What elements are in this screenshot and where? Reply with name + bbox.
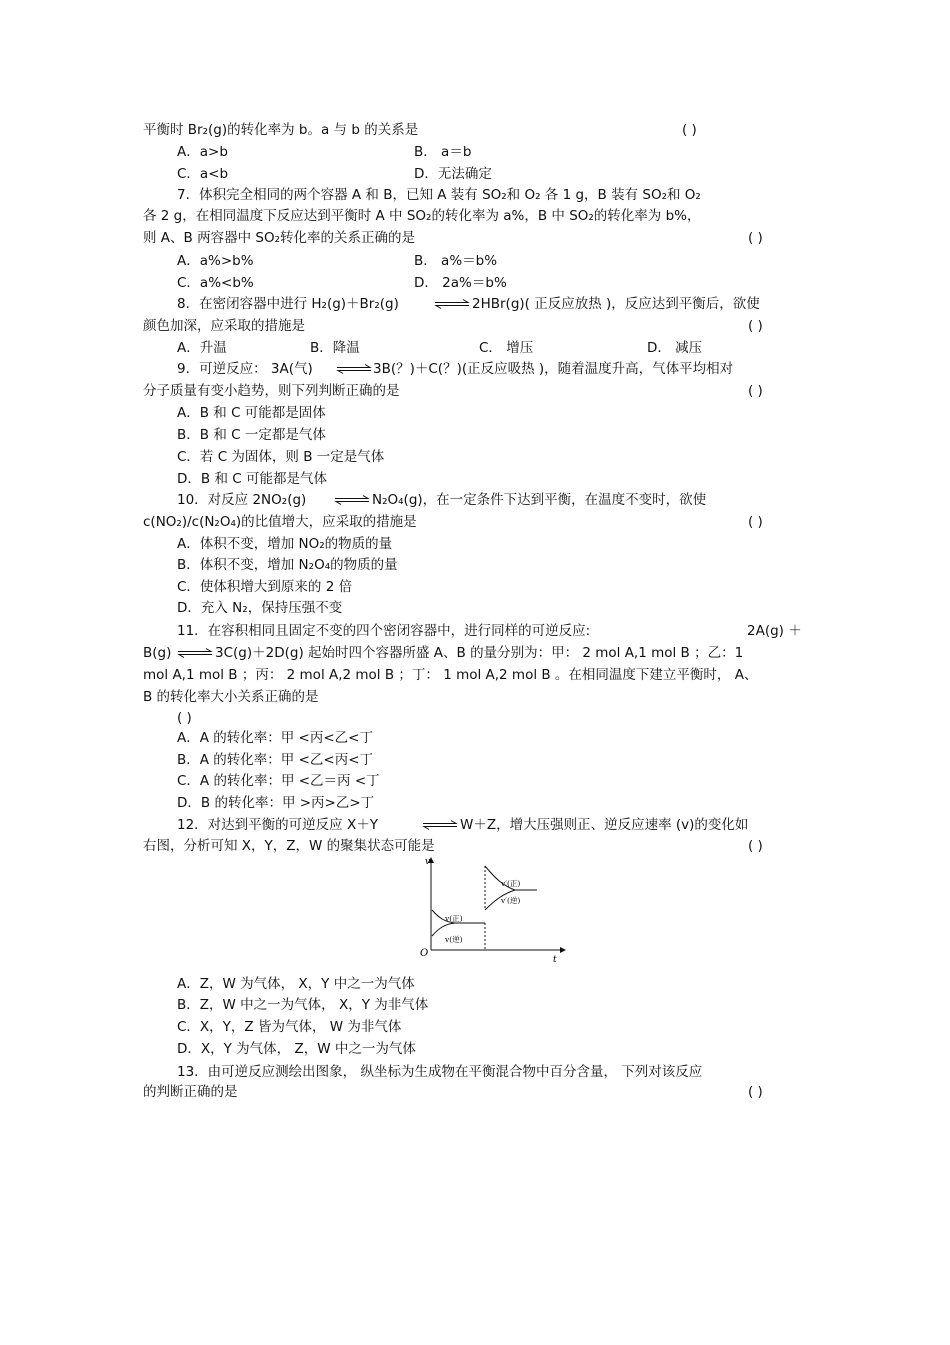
q11-option-b: B．A 的转化率：甲 <乙<丙<丁 bbox=[177, 752, 374, 768]
q8-option-d: D． 减压 bbox=[647, 340, 703, 356]
y-axis-label: v bbox=[425, 857, 431, 867]
q8-stem-part2: 2HBr(g)( 正反应放热 )，反应达到平衡后，欲使 bbox=[472, 296, 760, 312]
equilibrium-arrow-icon bbox=[334, 495, 370, 505]
q6-option-c: C．a<b bbox=[177, 166, 229, 182]
q7-answer-blank: ( ) bbox=[748, 230, 763, 246]
q6-option-b: B． a＝b bbox=[414, 144, 472, 160]
q11-option-a: A．A 的转化率：甲 <丙<乙<丁 bbox=[177, 730, 373, 746]
equilibrium-arrow-icon bbox=[177, 648, 213, 658]
q8-answer-blank: ( ) bbox=[748, 318, 763, 334]
q11-stem-line3: mol A,1 mol B ；丙： 2 mol A,2 mol B ；丁： 1 mol A,2 mol B 。在相同温度下建立平衡时， A、 bbox=[143, 667, 758, 683]
q10-stem-part2: N₂O₄(g)，在一定条件下达到平衡，在温度不变时，欲使 bbox=[372, 492, 707, 508]
q12-option-c: C．X，Y，Z 皆为气体， W 为非气体 bbox=[177, 1019, 402, 1035]
q11-option-c: C．A 的转化率：甲 <乙＝丙 <丁 bbox=[177, 773, 380, 789]
q11-stem-line4: B 的转化率大小关系正确的是 bbox=[143, 689, 319, 705]
q10-option-b: B．体积不变，增加 N₂O₄的物质的量 bbox=[177, 557, 398, 573]
x-axis-label: t bbox=[553, 955, 557, 964]
q8-option-a: A．升温 bbox=[177, 340, 227, 356]
q7-option-a: A．a%>b% bbox=[177, 253, 254, 269]
q10-stem-part1: 10．对反应 2NO₂(g) bbox=[177, 492, 307, 508]
q11-stem-line2-start: B(g) bbox=[143, 645, 172, 661]
q7-option-b: B． a%＝b% bbox=[414, 253, 498, 269]
equilibrium-arrow-icon bbox=[434, 299, 470, 309]
q9-stem-part2: 3B(？)＋C(？)(正反应吸热 )，随着温度升高，气体平均相对 bbox=[373, 361, 734, 377]
origin-label: O bbox=[420, 948, 429, 959]
equilibrium-arrow-icon bbox=[422, 820, 458, 830]
v-forward-label: v(正) bbox=[445, 914, 463, 923]
q6-stem: 平衡时 Br₂(g)的转化率为 b。a 与 b 的关系是 bbox=[143, 122, 419, 138]
q9-stem-part1: 9．可逆反应： 3A(气) bbox=[177, 361, 313, 377]
q7-option-d: D． 2a%＝b% bbox=[414, 275, 507, 291]
q10-option-a: A．体积不变，增加 NO₂的物质的量 bbox=[177, 536, 393, 552]
q13-stem-line1: 13．由可逆反应测绘出图象， 纵坐标为生成物在平衡混合物中百分含量， 下列对该反应 bbox=[177, 1064, 703, 1080]
q12-stem-part2: W＋Z，增大压强则正、逆反应速率 (v)的变化如 bbox=[460, 817, 749, 833]
q12-option-a: A．Z，W 为气体， X，Y 中之一为气体 bbox=[177, 976, 415, 992]
q7-stem-line2: 各 2 g，在相同温度下反应达到平衡时 A 中 SO₂的转化率为 a%，B 中 SO₂的转化率为 b%， bbox=[143, 208, 701, 224]
q13-stem-line2: 的判断正确的是 bbox=[143, 1084, 238, 1100]
v-prime-reverse-label: v′(逆) bbox=[501, 896, 521, 905]
v-reverse-label: v(逆) bbox=[445, 935, 463, 944]
q7-stem-line3: 则 A、B 两容器中 SO₂转化率的关系正确的是 bbox=[143, 230, 415, 246]
q9-option-b: B．B 和 C 一定都是气体 bbox=[177, 427, 326, 443]
q11-stem-line1-end: 2A(g) ＋ bbox=[747, 623, 802, 639]
q8-stem-part1: 8．在密闭容器中进行 H₂(g)＋Br₂(g) bbox=[177, 296, 399, 312]
q9-option-a: A．B 和 C 可能都是固体 bbox=[177, 405, 326, 421]
q12-option-d: D．X，Y 为气体， Z，W 中之一为气体 bbox=[177, 1041, 416, 1057]
q7-option-c: C．a%<b% bbox=[177, 275, 254, 291]
q11-answer-blank: ( ) bbox=[177, 710, 192, 726]
q10-option-c: C．使体积增大到原来的 2 倍 bbox=[177, 579, 353, 595]
q9-answer-blank: ( ) bbox=[748, 383, 763, 399]
q6-option-a: A．a>b bbox=[177, 144, 228, 160]
q13-answer-blank: ( ) bbox=[748, 1084, 763, 1100]
q9-stem-line2: 分子质量有变小趋势，则下列判断正确的是 bbox=[143, 383, 400, 399]
q9-option-d: D．B 和 C 可能都是气体 bbox=[177, 471, 327, 487]
q8-stem-line2: 颜色加深，应采取的措施是 bbox=[143, 318, 305, 334]
equilibrium-arrow-icon bbox=[336, 364, 372, 374]
q12-stem-line2: 右图，分析可知 X，Y，Z，W 的聚集状态可能是 bbox=[143, 838, 435, 854]
q10-option-d: D．充入 N₂，保持压强不变 bbox=[177, 600, 343, 616]
q9-option-c: C．若 C 为固体，则 B 一定是气体 bbox=[177, 449, 385, 465]
v-prime-forward-label: v′(正) bbox=[501, 879, 521, 888]
q6-answer-blank: ( ) bbox=[682, 122, 697, 138]
q8-option-b: B．降温 bbox=[310, 340, 360, 356]
q11-stem-line1: 11．在容积相同且固定不变的四个密闭容器中，进行同样的可逆反应: bbox=[177, 623, 591, 639]
q12-option-b: B．Z，W 中之一为气体， X，Y 为非气体 bbox=[177, 997, 429, 1013]
q6-option-d: D．无法确定 bbox=[414, 166, 492, 182]
q12-answer-blank: ( ) bbox=[748, 838, 763, 854]
q10-stem-line2: c(NO₂)/c(N₂O₄)的比值增大，应采取的措施是 bbox=[143, 514, 417, 530]
rate-time-figure bbox=[415, 852, 570, 964]
q12-stem-part1: 12．对达到平衡的可逆反应 X＋Y bbox=[177, 817, 378, 833]
q10-answer-blank: ( ) bbox=[748, 514, 763, 530]
q8-option-c: C． 增压 bbox=[479, 340, 534, 356]
q11-stem-line2: 3C(g)＋2D(g) 起始时四个容器所盛 A、B 的量分别为：甲： 2 mol A,1 mol B ；乙：1 bbox=[215, 645, 744, 661]
q7-stem-line1: 7．体积完全相同的两个容器 A 和 B，已知 A 装有 SO₂和 O₂ 各 1 g，B 装有 SO₂和 O₂ bbox=[177, 187, 701, 203]
q11-option-d: D．B 的转化率：甲 >丙>乙>丁 bbox=[177, 795, 375, 811]
